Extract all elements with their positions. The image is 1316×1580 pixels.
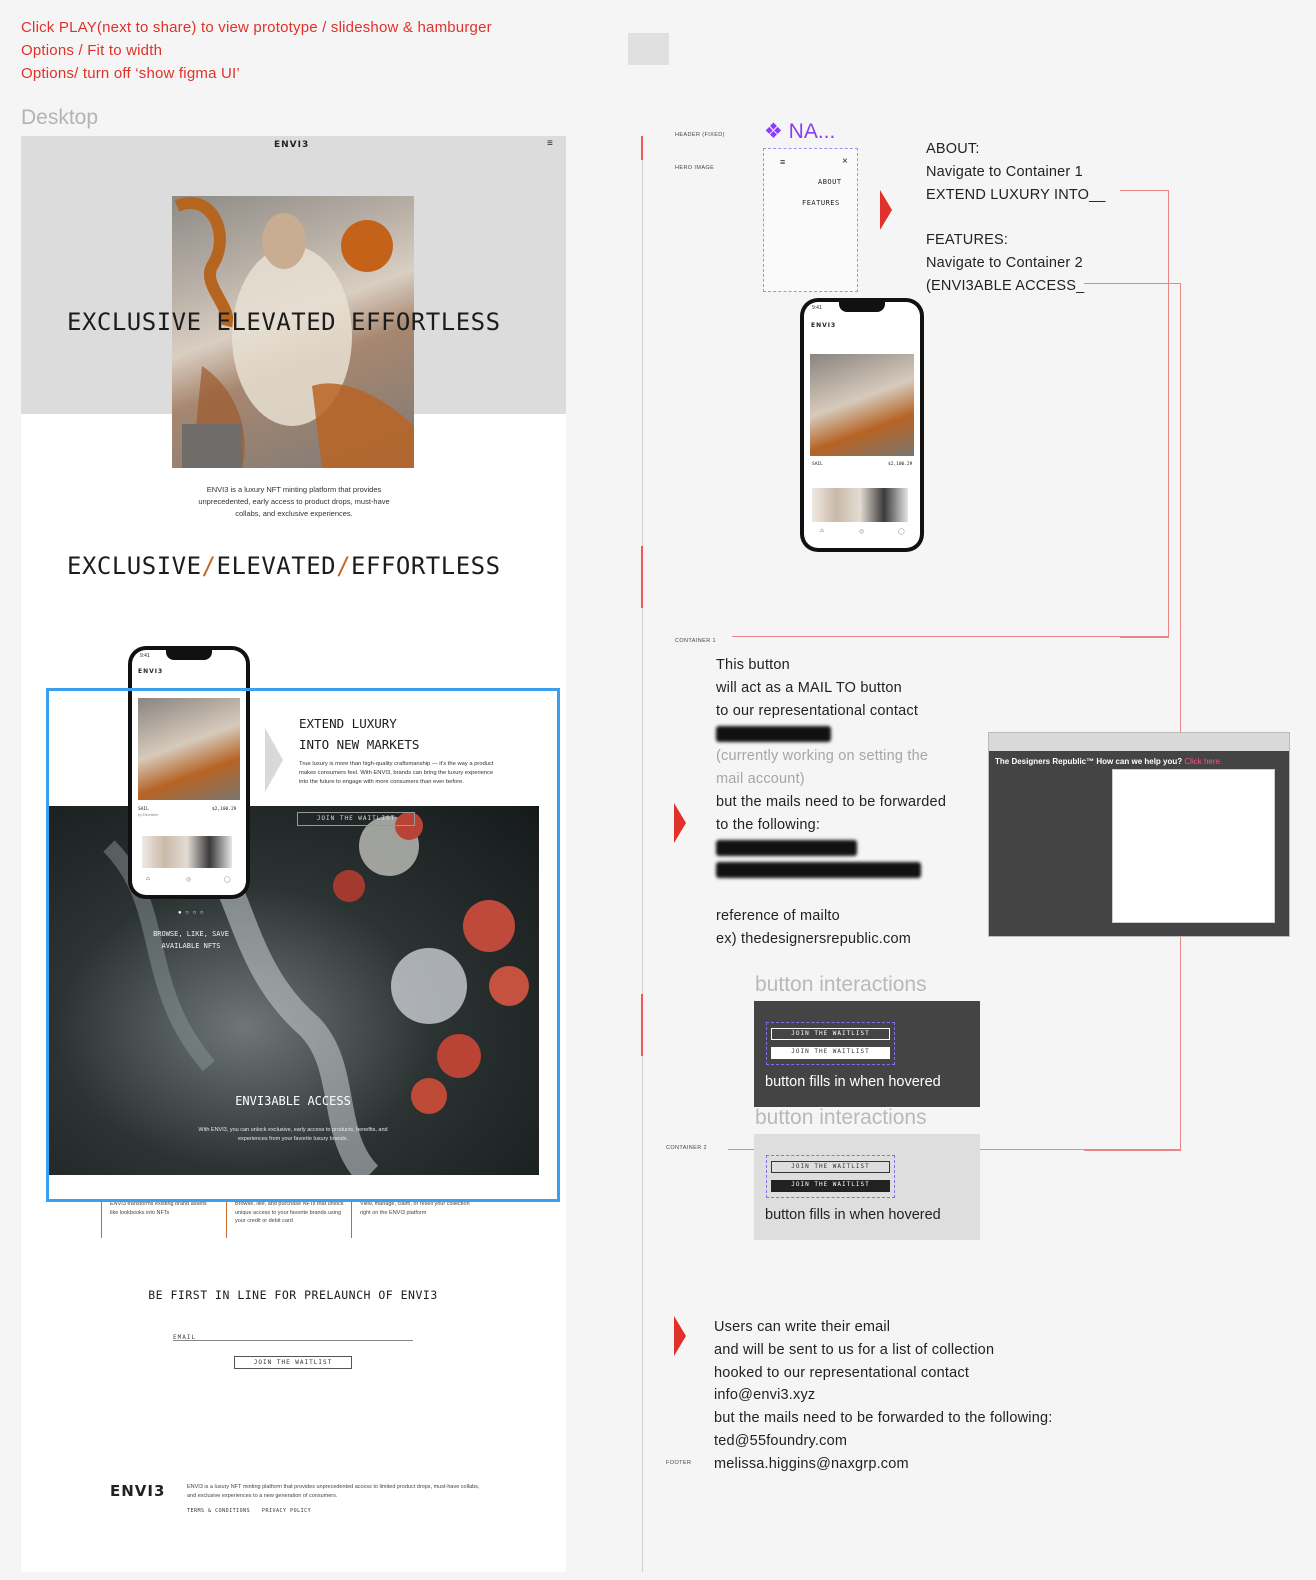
annotation-arrow-icon — [880, 190, 892, 230]
note-line: (currently working on setting the — [716, 748, 929, 765]
connector-line — [1084, 283, 1181, 1151]
instruction-line: Options / Fit to width — [21, 42, 163, 59]
waitlist-button-default[interactable]: JOIN THE WAITLIST — [771, 1161, 890, 1173]
status-time: 9:41 — [812, 305, 822, 311]
note-line: This button — [716, 657, 790, 673]
discover-icon[interactable]: ◎ — [859, 529, 865, 535]
note-line: FEATURES: — [926, 232, 1009, 249]
redaction-bar — [716, 726, 831, 742]
reference-link[interactable]: Click here. — [1184, 757, 1223, 766]
reference-headline-text: The Designers Republic™ How can we help you? — [995, 757, 1183, 766]
label-container2: CONTAINER 2 — [666, 1145, 707, 1151]
nav-note — [926, 138, 1106, 298]
note-line: EXTEND LUXURY INTO__ — [926, 186, 1106, 203]
section1-body: True luxury is more than high-quality craftsmanship — it's the way a product makes consumers feel. With ENVI3, brands can bring the luxury experience into the future to engage with more consumers than ever before. — [299, 761, 494, 785]
hero-headline — [67, 308, 501, 336]
instruction-note — [21, 16, 492, 85]
carousel-dots[interactable]: ● ○ ○ ○ — [178, 910, 205, 916]
redaction-bar — [716, 840, 857, 856]
note-line: and will be sent to us for a list of collection — [714, 1341, 995, 1358]
note-line: ex) thedesignersrepublic.com — [716, 930, 911, 947]
carousel-caption-line: AVAILABLE NFTS — [161, 942, 221, 950]
nav-menu-frame — [763, 148, 858, 292]
section2-body: With ENVI3, you can unlock exclusive, early access to products, benefits, and experiences from your favorite luxury brands. — [198, 1127, 388, 1142]
feature-item: View, manage, claim, or resell your collection right on the ENVI3 platform — [351, 1200, 471, 1238]
signup-note — [714, 1316, 1052, 1476]
nft-thumbnail[interactable] — [812, 488, 908, 522]
label-header: HEADER (FIXED) — [675, 132, 725, 138]
home-icon[interactable]: ⌂ — [146, 876, 150, 882]
slash-mark: / — [336, 552, 352, 580]
section-marker — [641, 136, 643, 160]
join-waitlist-button[interactable]: JOIN THE WAITLIST — [234, 1356, 352, 1369]
waitlist-button-hover[interactable]: JOIN THE WAITLIST — [771, 1180, 890, 1192]
note-line: info@envi3.xyz — [714, 1387, 816, 1404]
note-spacer — [926, 206, 1106, 229]
selection-highlight — [46, 688, 560, 1202]
headline-word: ELEVATED — [216, 552, 337, 580]
reference-screenshot — [988, 732, 1290, 937]
instruction-line: Options/ turn off ‘show figma UI’ — [21, 65, 240, 82]
footer-text: ENVI3 is a luxury NFT minting platform that provides unprecedented access to limited product drops, must-have collabs, and exclusive experiences to a new generation of consumers. — [187, 1484, 480, 1499]
feature-item: Browse, like, and purchase NFTs that unlock unique access to your favorite brands using your credit or debit card — [226, 1200, 344, 1238]
hero-word: EXCLUSIVE — [67, 308, 202, 336]
waitlist-button-default[interactable]: JOIN THE WAITLIST — [771, 1028, 890, 1040]
section2-title: ENVI3ABLE ACCESS — [235, 1094, 351, 1108]
hero-word: ELEVATED — [216, 308, 337, 336]
note-line: to our representational contact — [716, 702, 919, 719]
reference-headline — [995, 757, 1222, 766]
interaction-caption: button fills in when hovered — [765, 1074, 941, 1090]
nft-author: by Elevnable — [138, 813, 159, 817]
status-time: 9:41 — [140, 653, 150, 659]
label-container1: CONTAINER 1 — [675, 638, 716, 644]
slash-mark: / — [201, 552, 217, 580]
home-icon[interactable]: ⌂ — [820, 528, 824, 534]
waitlist-button-hover[interactable]: JOIN THE WAITLIST — [771, 1047, 890, 1059]
join-waitlist-button[interactable]: JOIN THE WAITLIST — [297, 812, 415, 826]
note-line: Navigate to Container 1 — [926, 163, 1083, 180]
footer-logo[interactable]: ENVI3 — [110, 1482, 166, 1500]
phone-preview — [800, 298, 924, 552]
note-spacer — [716, 882, 946, 905]
hero-word: EFFORTLESS — [351, 308, 501, 336]
profile-icon[interactable]: ◯ — [224, 877, 231, 883]
profile-icon[interactable]: ◯ — [898, 529, 905, 535]
headline-2 — [67, 552, 501, 580]
headline-word: EFFORTLESS — [351, 552, 501, 580]
note-line: hooked to our representational contact — [714, 1364, 970, 1381]
note-line: ted@55foundry.com — [714, 1432, 848, 1449]
label-hero: HERO IMAGE — [675, 165, 715, 171]
interactions-label: button interactions — [755, 973, 927, 996]
section1-title-line: EXTEND LUXURY — [299, 716, 397, 731]
mail-compose-window — [1112, 769, 1275, 923]
phone-logo: ENVI3 — [811, 322, 837, 329]
interactions-label: button interactions — [755, 1106, 927, 1129]
carousel-caption-line: BROWSE, LIKE, SAVE — [153, 930, 229, 938]
instruction-line: Click PLAY(next to share) to view prototype / slideshow & hamburger — [21, 19, 492, 36]
privacy-link[interactable]: PRIVACY POLICY — [262, 1508, 312, 1514]
phone-notch — [166, 650, 212, 660]
email-input[interactable] — [173, 1326, 413, 1341]
note-line: Navigate to Container 2 — [926, 254, 1083, 271]
note-line: but the mails need to be forwarded — [716, 793, 947, 810]
interaction-caption: button fills in when hovered — [765, 1207, 941, 1223]
mail-note — [716, 654, 946, 950]
browser-toolbar — [989, 733, 1289, 751]
note-line: reference of mailto — [716, 907, 840, 924]
redaction-bar — [716, 862, 921, 878]
section-marker — [641, 546, 643, 608]
annotation-arrow-icon — [674, 803, 686, 843]
placeholder-block — [628, 33, 669, 65]
section-marker — [641, 994, 643, 1056]
annotation-arrow-icon — [674, 1316, 686, 1356]
nft-price: $2,100.29 — [212, 807, 237, 812]
note-line: ABOUT: — [926, 141, 980, 157]
nft-name: SAIL — [138, 807, 149, 812]
redacted-email — [716, 836, 946, 859]
menu-item-about[interactable]: ABOUT — [818, 178, 842, 186]
hamburger-icon[interactable]: ≡ — [547, 138, 553, 149]
phone-screen — [804, 302, 920, 548]
divider-line — [642, 136, 643, 1572]
nft-price: $2,100.29 — [888, 462, 913, 467]
phone-logo: ENVI3 — [138, 668, 164, 675]
note-line: (ENVI3ABLE ACCESS_ — [926, 277, 1085, 294]
section1-title-line: INTO NEW MARKETS — [299, 737, 420, 752]
email-label: EMAIL — [173, 1334, 197, 1341]
note-line: to the following: — [716, 816, 821, 833]
headline-word: EXCLUSIVE — [67, 552, 202, 580]
label-footer: FOOTER — [666, 1460, 692, 1466]
nft-image[interactable] — [810, 354, 914, 456]
note-line: mail account) — [716, 770, 805, 787]
phone-notch — [839, 302, 885, 312]
intro-text: ENVI3 is a luxury NFT minting platform that provides unprecedented, early access to product drops, must-have collabs, and exclusive experiences. — [198, 485, 390, 518]
close-icon[interactable]: × — [842, 156, 848, 167]
nft-name: SAIL — [812, 462, 823, 467]
discover-icon[interactable]: ◎ — [186, 877, 192, 883]
signup-title: BE FIRST IN LINE FOR PRELAUNCH OF ENVI3 — [148, 1288, 438, 1302]
feature-item: ENVI3 transforms existing brand assets like lookbooks into NFTs — [101, 1200, 213, 1238]
menu-item-features[interactable]: FEATURES — [802, 199, 840, 207]
note-line: but the mails need to be forwarded to the following: — [714, 1410, 1053, 1427]
interaction-card-dark — [754, 1001, 980, 1107]
note-line: melissa.higgins@naxgrp.com — [714, 1455, 909, 1472]
nav-component-label[interactable]: ❖ NA... — [764, 120, 836, 143]
redacted-email — [716, 722, 946, 745]
hamburger-icon[interactable]: ≡ — [780, 157, 786, 167]
header-logo[interactable]: ENVI3 — [274, 140, 310, 150]
frame-label[interactable]: Desktop — [21, 106, 99, 129]
redacted-email — [716, 859, 946, 882]
terms-link[interactable]: TERMS & CONDITIONS — [187, 1508, 251, 1514]
note-line: will act as a MAIL TO button — [716, 679, 902, 696]
note-line: Users can write their email — [714, 1319, 891, 1335]
interaction-card-light — [754, 1134, 980, 1240]
